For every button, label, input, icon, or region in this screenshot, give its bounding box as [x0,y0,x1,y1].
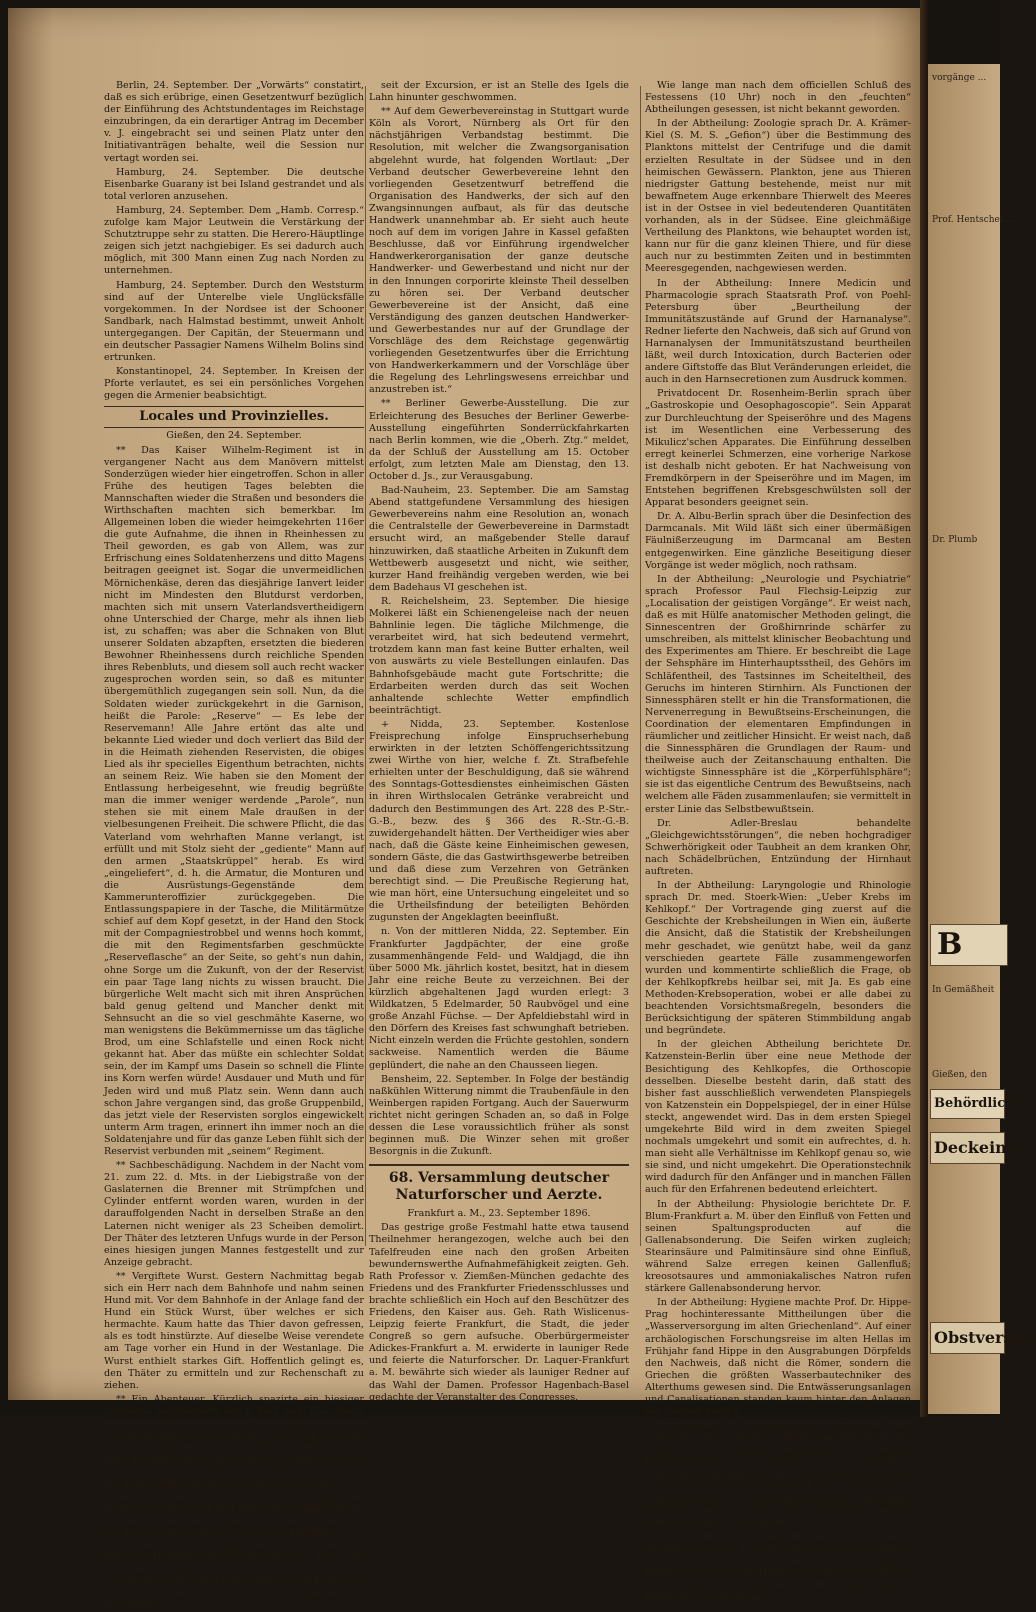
news-item: In der Abtheilung: Physiologie berichtete Dr. F. Blum-Frankfurt a. M. über den Einfluß von Fetten und seinen Spaltungsproducten auf die Gallenabsonderung. Die Seifen wirken zugleich; Stearinsäure und Palmitinsäure sind ohne Einfluß, während Salze erregen keinen Gallenfluß; kreosotsaures und ammoniakalisches Natron rufen stärkere Gallenabsonderung hervor. [645,1198,911,1295]
news-item: Berlin, 24. September. Der „Vorwärts“ constatirt, daß es sich erübrige, einen Gesetzentwurf bezüglich der Einführung des Achtstundentages im Reichstage einzubringen, da ein derartiger Antrag im December v. J. eingebracht sei und seinen Platz unter den Initiativanträgen behalte, weil die Session nur vertagt worden sei. [104,80,364,164]
news-item: Bad-Nauheim, 23. September. Die am Samstag Abend stattgefundene Versammlung des hiesigen Gewerbevereins nahm eine Resolution an, wonach die Centralstelle der Gewerbevereine in Darmstadt ersucht wird, an maßgebender Stelle darauf hinzuwirken, daß staatliche Arbeiten in Zukunft dem Wettbewerb ausgesetzt und nicht, wie seither, kurzer Hand freihändig vergeben werden, wie bei dem Badehaus VI geschehen ist. [369,485,629,593]
news-item: ** Vergiftete Wurst. Gestern Nachmittag begab sich ein Herr nach dem Bahnhofe und nahm seinen Hund mit. Vor dem Bahnhofe in der Anlage fand der Hund ein Stück Wurst, über welches er sich hermachte. Kaum hatte das Thier davon gefressen, als es todt hinstürzte. Auf dieselbe Weise verendete am Tage vorher ein Hund in der Westanlage. Die Wurst enthielt starkes Gift. Hoffentlich gelingt es, den Thäter zu ermitteln und zur Rechenschaft zu ziehen. [104,1270,364,1391]
news-item: Bensheim, 22. September. In Folge der beständig naßkühlen Witterung nimmt die Traubenfäule in den Weinbergen rapiden Fortgang. Auch der Sauerwurm richtet nicht geringen Schaden an, so daß in Folge dessen die Lese voraussichtlich früher als sonst beginnen muß. Die Winzer sehen mit großer Besorgnis in die Zukunft. [369,1073,629,1158]
news-item: In der Abtheilung: „Neurologie und Psychiatrie“ sprach Professor Paul Flechsig-Leipzig zur „Localisation der geistigen Vorgänge“. Er weist nach, daß es mit Hülfe anatomischer Methoden gelingt, die Sinnescentren der Großhirnrinde schärfer zu umschreiben, als mittelst klinischer Beobachtung und des Experimentes am Thiere. Er beschreibt die Lage der Sehsphäre im Hinterhauptsstheil, des Gehörs im Schläfentheil, des Tastsinnes im Scheiteltheil, des Geruchs im hinteren Stirnhirn. Als Functionen der Sinnessphären stellt er hin die Transformationen, die Nervenerregung in Bewußtseins-Erscheinungen, die Coordination der elementaren Empfindungen in räumlicher und zeitlicher Hinsicht. Er weist nach, daß die Sinnessphären die Grundlagen der Raum- und theilweise auch der Zeitanschauung enthalten. Die wichtigste Sinnessphäre ist die „Körperfühlsphäre“; sie ist das eigentliche Centrum des Bewußtseins, nach welchem alle Fäden zusammenlaufen; sie vermittelt in erster Linie das Selbstbewußtsein. [645,573,911,815]
news-item: Dr. A. Albu-Berlin sprach über die Desinfection des Darmcanals. Mit Wild läßt sich einer übermäßigen Fäulnißerzeugung im Darmcanal am Besten entgegenwirken. Eine gänzliche Beseitigung dieser Vorgänge ist weder möglich, noch rathsam. [645,511,911,571]
news-item: In der Abtheilung: Hygiene machte Prof. Dr. Hippe-Prag hochinteressante Mittheilungen über die „Wasserversorgung im alten Griechenland“. Auf einer archäologischen Forschungsreise im alten Hellas im Frühjahr fand Hippe in den Ausgrabungen Dörpfelds den Nachweis, daß nicht die Römer, sondern die Griechen die größten Wasserbautechniker des Alterthums gewesen sind. Die Entwässerungsanlagen und Canalisationen standen kaum hinter den Anlagen der Neuzeit zurück. [645,1297,911,1418]
ad-box: Behördliche [930,1089,1005,1119]
news-item: seit der Excursion, er ist an Stelle des Igels die Lahn hinunter geschwommen. [369,80,629,104]
book-gutter [920,0,928,1417]
news-item: Das gestrige große Festmahl hatte etwa tausend Theilnehmer herangezogen, welche auch bei den Tafelfreuden eine nach den großen Arbeiten bewundernswerthe Aufnahmefähigkeit zeigten. Geh. Rath Professor v. Ziemßen-München gedachte des Friedens und des Frankfurter Friedensschlusses und brachte schließlich ein Hoch auf den Beschützer des Friedens, den Kaiser aus. Geh. Rath Wislicenus-Leipzig feierte Frankfurt, die Stadt, die jeder Congreß so gern aufsuche. Oberbürgermeister Adickes-Frankfurt a. M. erwiderte in launiger Rede und feierte die Naturforscher. Dr. Laquer-Frankfurt a. M. bewährte sich wieder als launiger Redner auf das Wahl der Damen. Professor Hagenbach-Basel gedachte der Veranstalter des Congresses. [369,1222,629,1403]
news-item: In der Abtheilung: Unfallheilkunde und gerichtliche Medizin sprach Dr. L. Goldstein-Aachen über ärztliche Gutachten und gerichtsärztlichen Entscheidungen. Redner beweis an der Hand eines Falles, wie sehr es wünschenswerth sei, daß bei der Rechtsprechung im Reichs-Versicherungsamt... [645,1531,911,1603]
news-item: ** Das Kaiser Wilhelm-Regiment ist in vergangener Nacht aus dem Manövern mittelst Sonderzügen wieder hier eingetroffen. Schon in aller Frühe des heutigen Tages belebten die Mannschaften wieder die Straßen und besonders die Wirthschaften machten sich bemerkbar. Im Allgemeinen loben die wieder heimgekehrten 116er die gute Aufnahme, die ihnen in Rheinhessen zu Theil geworden, es gab von Allem, was zur Erfrischung eines Soldatenherzens und ditto Magens beitragen geeignet ist. Sogar die unvermeidlichen Mörnichenkäse, deren das diesjährige Ianvert leider nicht im Mindesten den Blutdurst verdorben, machten sich mit unsern Vaterlandsvertheidigern ohne Unterschied der Charge, mehr als ihnen lieb ist, zu schaffen; was aber die Schnaken von Blut unserer Soldaten abzapften, ersetzten die biederen Bewohner Rheinhessens durch reichliche Spenden ihres Rebenbluts, und diesem soll auch recht wacker zugesprochen worden sein, so daß es mitunter übergemüthlich zugegangen sein soll. Nun, da die Soldaten wieder zurückgekehrt in die Garnison, heißt die Parole: „Reserve“ — Es lebe der Reservemann! Alle Jahre ertönt das alte und bekannte Lied wieder und doch verliert das Bild der in die Heimath ziehenden Reservisten, die obiges Lied als ihr specielles Eigenthum betrachten, nichts an seinem Reiz. Wie haben sie den Moment der Entlassung herbeigesehnt, wie freudig begrüßte man die immer weniger werdende „Parole“, nun stehen sie mit einem Male draußen in der vielbesungenen Freiheit. Die schwere Pflicht, die das Vaterland vom wehrhaften Manne verlangt, ist erfüllt und mit Stolz sieht der „gediente“ Mann auf den armen „Staatskrüppel“ herab. Es wird „eingeliefert“, d. h. die Armatur, die Monturen und die Ausrüstungs-Gegenstände dem Kammerunteroffizier zurückgegeben. Die Entlassungspapiere in der Tasche, die Militärmütze schief auf dem Kopf gesetzt, in der Hand den Stock mit der Compagniestrobbel und wenns hoch kommt, die mit den Regimentsfarben geschmückte „Reserveflasche“ an der Seite, so geht's nun dahin, ohne Sorge um die Zukunft, von der der Reservist ein paar Tage lang nichts zu wissen braucht. Die bürgerliche Welt macht sich mit ihren Ansprüchen bald genug geltend und Mancher denkt mit Sehnsucht an die so viel geschmähte Kaserne, wo man wenigstens die Bekümmernisse um das tägliche Brod, um eine Schlafstelle und einen Rock nicht gekannt hat. Aber das müßte ein schlechter Soldat sein, der im Kampf ums Dasein so schnell die Flinte ins Korn werfen würde! Ausdauer und Muth und für Jeden wird und muß Platz sein. Wenn dann auch schon Jahre vergangen sind, das große Gruppenbild, das jetzt viele der Reservisten sorglos eingewickelt unterm Arm tragen, erinnert ihn immer noch an die Soldatenjahre und für das ganze Leben fühlt sich der Reservist verbunden mit „seinem“ Regiment. [104,444,364,1157]
news-item: + Nidda, 23. September. Kostenlose Freisprechung infolge Einspruchserhebung erwirkten in der letzten Schöffengerichtssitzung zwei Wirthe von hier, welche f. Zt. Strafbefehle erhielten unter der Beschuldigung, daß sie während des Sonntags-Gottesdienstes einheimischen Gästen in ihren Wirthslocalen Getränke verabreicht und dadurch den Bestimmungen des Art. 228 des P.-Str.-G.-B., bezw. des § 366 des R.-Str.-G.-B. zuwidergehandelt hätten. Der Vertheidiger wies aber nach, daß die Gäste keine Einheimischen gewesen, sondern Gäste, die das Gastwirthsgewerbe betreiben und daß diese zum Verzehren von Getränken berechtigt sind. — Die Preußische Regierung hat, wie man hört, eine Untersuchung eingeleitet und so die Urtheilsfindung der beteiligten Behörden zugunsten der Angeklagten beeinflußt. [369,718,629,924]
news-item: ** Ein Abenteuer. Kürzlich spazirte ein hiesiger Studiosus wohlgemuth durch Feld und Flur, theils um sich in der herrlichen Luft zu erholen, theils um sein Herbarium zu bereichern. Das Glück war ihm günstig, indem er — einen colossalen Igel fand. Er band das liebe Thierchen in sein Schnupftuch und da sich nachgerade bei ihm Durst einstellte, ging er in ein in der Nähe gelegenes Gasthaus, um „Einen“ zu trinken. Nachdem er sich über Gebühr gestärkt, packte er seinen Igel und trat seinen Heimweg an. Auf der Lahnbrücke empfand er die drückende Last des Thieres und kurz entschlossen schleuderte er es in die Lahn. Die nun aufgelöste Bude sah ihn wohl bald von Morpheus Armen umschlungen. Als er am nächsten Morgen erwachte, sah er zu seinem größten Erstaunen den Igel neben sich im Bette; der von einem guten Freunde dedicirte Spazierstock aber fehlte [104,1393,364,1611]
news-item: Hamburg, 24. September. Durch den Weststurm sind auf der Unterelbe viele Unglücksfälle vorgekommen. In der Nordsee ist der Schooner Sandbark, nach Halmstad bestimmt, unweit Anholt untergegangen. Der Capitän, der Steuermann und ein deutscher Passagier Namens Wilhelm Bolins sind ertrunken. [104,279,364,364]
article-dateline: Frankfurt a. M., 23. September 1896. [407,1208,591,1220]
fragment-text: In Gemäßheit [932,985,995,995]
news-item: n. Von der mittleren Nidda, 22. September. Ein Frankfurter Jagdpächter, der eine große zusammenhängende Feld- und Waldjagd, die ihn über 5000 Mk. jährlich kostet, besitzt, hat in diesem Jahr eine reiche Beute zu verzeichnen. Bei der kürzlich abgehaltenen Jagd wurden erlegt: 3 Wildkatzen, 5 Edelmarder, 50 Raubvögel und eine große Anzahl Füchse. — Der Apfeldiebstahl wird in den Dörfern des Kreises fast schwunghaft betrieben. Nicht einzeln werden die Früchte gestohlen, sondern sackweise. Namentlich werden die Bäume geplündert, die nahe an den Chausseen liegen. [369,926,629,1071]
column-2 [369,80,629,1403]
fragment-text: Gießen, den [932,1070,988,1080]
news-item: Konstantinopel, 24. September. In Kreisen der Pforte verlautet, es sei ein persönliches Vorgehen gegen die Armenier beabsichtigt. [104,366,364,402]
next-page-edge [928,64,1036,1414]
news-item: Privatdocent M. Hahn-München berichtete über „Versuche, die natürliche Widerstandsfähigkeit des Blutes durch künstliche Vermehrung der weißen Blutkörperchen zu steigern“. Die natürliche Widerstandsfähigkeit ist im Wesentlichen identisch mit der keimtödtenden Kraft des Blutes; diese letztere trägt aber, wie die Versuche beweisen, auch beim Menschen, wenn es gelingt, die circulirenden weißen Blutkörperchen zu vermehren. [645,1420,911,1528]
ad-box: Obstverstei [930,1322,1005,1354]
dateline: Gießen, den 24. September. [166,430,302,442]
column-3 [645,80,911,1603]
column-rule [640,86,641,1246]
column-1 [104,80,364,1611]
fragment-text: Dr. Plumb [932,535,978,545]
news-item: R. Reichelsheim, 23. September. Die hiesige Molkerei läßt ein Schienengeleise nach der neuen Bahnlinie legen. Die tägliche Milchmenge, die verarbeitet wird, hat sich bedeutend vermehrt, trotzdem kann man fast keine Butter erhalten, weil von auswärts zu viele Bestellungen einlaufen. Das Bahnhofsgebäude macht gute Fortschritte; die Erdarbeiten werden durch das seit Wochen anhaltende schlechte Wetter empfindlich beeinträchtigt. [369,595,629,716]
section-title: Locales und Provinzielles. [104,406,364,428]
ad-box: B [930,924,1008,966]
news-item: In der Abtheilung: Innere Medicin und Pharmacologie sprach Staatsrath Prof. von Poehl-Petersburg über „Beurtheilung der Immunitätszustände auf Grund der Harnanalyse“. Redner lieferte den Nachweis, daß sich auf Grund von Harnanalysen der Immunitätszustand beurtheilen läßt, weil durch Intoxication, durch Bacterien oder andere Giftstoffe das Blut Veränderungen erleidet, die auch in den Harnsecretionen zum Ausdruck kommen. [645,277,911,386]
news-item: ** Sachbeschädigung. Nachdem in der Nacht vom 21. zum 22. d. Mts. in der Liebigstraße von der Gaslaternen die Brenner mit Strümpfchen und Cylinder entfernt worden waren, wurden in der darauffolgenden Nacht in derselben Straße an den Laternen nicht weniger als 23 Scheiben demolirt. Der Thäter des letzteren Unfugs wurde in der Person eines hiesigen jungen Mannes festgestellt und zur Anzeige gebracht. [104,1160,364,1268]
news-item: Privatdocent Dr. Rosenheim-Berlin sprach über „Gastroskopie und Oesophagoscopie“. Sein Apparat zur Durchleuchtung der Speiseröhre und des Magens ist im Wesentlichen eine Verbesserung des Mikulicz'schen Apparates. Die Einführung desselben erregt keinerlei Schmerzen, eine vorherige Narkose ist deshalb nicht geboten. Er hat Nachweisung von Fremdkörpern in der Speiseröhre und im Magen, im Entstehen begriffenen Krebsgeschwülsten soll der Apparat besonders geeignet sein. [645,388,911,509]
fragment-text: Prof. Hentschel ... [932,215,1015,225]
news-item: Dr. Adler-Breslau behandelte „Gleichgewichtsstörungen“, die neben hochgradiger Schwerhörigkeit oder Taubheit an dem kranken Ohr, nach Schädelbrüchen, Entzündung der Hirnhaut auftreten. [645,817,911,877]
news-item: In der Abtheilung: Zoologie sprach Dr. A. Krämer-Kiel (S. M. S. „Gefion“) über die Bestimmung des Planktons mittelst der Centrifuge und die damit erzielten Resultate in der Südsee und in den heimischen Gewässern. Plankton, jene aus Thieren niedrigster Gattung bestehende, meist nur mit bewaffnetem Auge erkennbare Thierwelt des Meeres ist in der Ostsee in viel bedeutenderen Quantitäten vorhanden, als in der Südsee. Eine gleichmäßige Vertheilung des Planktons, wie behauptet worden ist, kann nur für die ganz kleinen Thiere, und für diese auch nur zu bestimmten Zeiten und in bestimmten Meeresgegenden, nachgewiesen werden. [645,118,911,275]
article-heading: 68. Versammlung deutscher Naturforscher und Aerzte. [369,1164,629,1204]
ad-box: Deckeinlei [930,1132,1005,1164]
fragment-text: vorgänge ... [932,73,987,83]
news-item: ** Berliner Gewerbe-Ausstellung. Die zur Erleichterung des Besuches der Berliner Gewerbe-Ausstellung eingeführten Sonderrückfahrkarten nach Berlin kommen, wie die „Oberh. Ztg.“ meldet, da der Schluß der Ausstellung am 15. October erfolgt, zum letzten Male am Dienstag, den 13. October d. Js., zur Verausgabung. [369,398,629,482]
news-item: In der gleichen Abtheilung berichtete Dr. Katzenstein-Berlin über eine neue Methode der Besichtigung des Kehlkopfes, die Orthoscopie desselben. Dieselbe besteht darin, daß statt des bisher fast ausschließlich verwendeten Planspiegels von Katzenstein ein Doppelspiegel, der in einer Hülse steckt, angewendet wird. Das in dem ersten Spiegel umgekehrte Bild wird in dem zweiten Spiegel nochmals umgekehrt und somit ein aufrechtes, d. h. man sieht alle Verhältnisse im Kehlkopf genau so, wie sie sind, und nicht umgekehrt. Die Operationstechnik wird dadurch für den Anfänger und in manchen Fällen auch für den Erfahrenen bedeutend erleichtert. [645,1039,911,1196]
news-item: ** Auf dem Gewerbevereinstag in Stuttgart wurde Köln als Vorort, Nürnberg als Ort für den nächstjährigen Verbandstag bestimmt. Die Resolution, mit welcher die Zwangsorganisation abgelehnt wurde, hat folgenden Wortlaut: „Der Verband deutscher Gewerbevereine lehnt den vorliegenden Gesetzentwurf betreffend die Organisation des Handwerks, der sich auf den Zwangsinnungen aufbaut, als für das deutsche Handwerk unannehmbar ab. Er sieht auch heute noch auf dem im vorigen Jahre in Kassel gefaßten Beschlusse, daß vor Einführung irgendwelcher Handwerkerorganisation der ganze deutsche Handwerker- und Gewerbestand und nicht nur der in den Innungen corporirte kleinste Theil desselben zu hören sei. Der Verband deutscher Gewerbevereine ist der Ansicht, daß eine Verständigung des ganzen deutschen Handwerker- und Gewerbestandes nur auf der Grundlage der Vorschläge des dem Reichstage gegenwärtig vorliegenden Gesetzentwurfes über die Errichtung von Handwerkerkammern und der Vorschläge über die Regelung des Lehrlingswesens erreichbar und anzustreben ist.“ [369,106,629,396]
news-item: Wie lange man nach dem officiellen Schluß des Festessens (10 Uhr) noch in den „feuchten“ Abtheilungen gesessen, ist nicht bekannt geworden. [645,80,911,116]
news-item: Hamburg, 24. September. Die deutsche Eisenbarke Guarany ist bei Island gestrandet und als total verloren anzusehen. [104,166,364,202]
news-item: Hamburg, 24. September. Dem „Hamb. Corresp.“ zufolge kam Major Leutwein die Verstärkung der Schutztruppe sehr zu statten. Die Herero-Häuptlinge zeigen sich jetzt nachgiebiger. Es sei dadurch auch möglich, mit 300 Mann einen Zug nach Norden zu unternehmen. [104,204,364,277]
column-rule [365,86,366,1246]
news-item: In der Abtheilung: Laryngologie und Rhinologie sprach Dr. med. Stoerk-Wien: „Ueber Krebs im Kehlkopf.“ Der Vortragende ging zuerst auf die Geschichte der Krebsheilungen in Wien ein, äußerte die Ansicht, daß die Statistik der Krebsheilungen mehr geschadet, wie genützt habe, weil da ganz verschieden geartete Fälle zusammengeworfen wurden und kommentirte schließlich die Frage, ob der Kehlkopfkrebs heilbar sei, mit Ja. Es gab eine Methoden-Krebsoperation, wobei er alle dabei zu beachtenden Vorsichtsmaßregeln, besonders die Berücksichtigung der späteren Stimmbildung angab und begründete. [645,880,911,1037]
